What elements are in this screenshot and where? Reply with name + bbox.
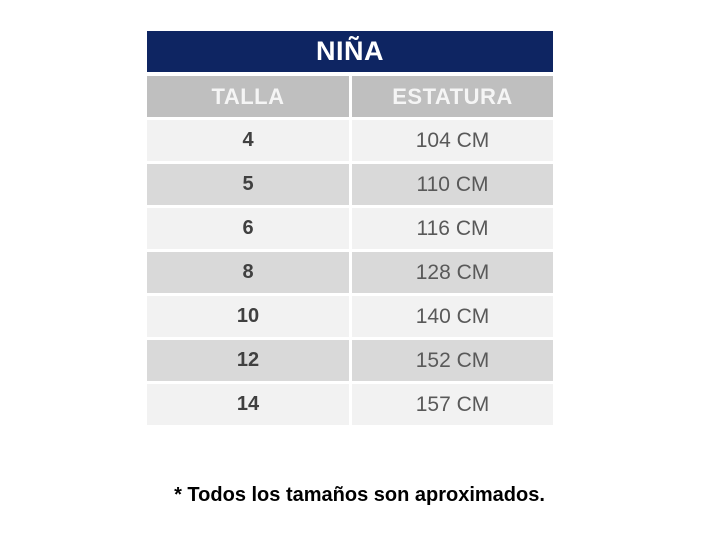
talla-cell: 6 (147, 208, 349, 249)
talla-cell: 10 (147, 296, 349, 337)
estatura-cell: 110 CM (352, 164, 553, 205)
table-row (147, 120, 553, 161)
table-row (147, 296, 553, 337)
table-header-row (147, 76, 553, 117)
estatura-cell: 104 CM (352, 120, 553, 161)
estatura-cell: 157 CM (352, 384, 553, 425)
table-row (147, 340, 553, 381)
talla-cell: 14 (147, 384, 349, 425)
size-chart-table (147, 31, 553, 428)
talla-cell: 12 (147, 340, 349, 381)
column-header-estatura: ESTATURA (352, 76, 553, 117)
estatura-cell: 152 CM (352, 340, 553, 381)
table-row (147, 384, 553, 425)
table-title: NIÑA (147, 31, 553, 72)
table-row (147, 208, 553, 249)
table-row (147, 164, 553, 205)
column-header-talla: TALLA (147, 76, 349, 117)
talla-cell: 4 (147, 120, 349, 161)
footnote: * Todos los tamaños son aproximados. (174, 484, 545, 506)
table-row (147, 252, 553, 293)
estatura-cell: 128 CM (352, 252, 553, 293)
estatura-cell: 116 CM (352, 208, 553, 249)
estatura-cell: 140 CM (352, 296, 553, 337)
talla-cell: 5 (147, 164, 349, 205)
talla-cell: 8 (147, 252, 349, 293)
table-rows (147, 120, 553, 428)
